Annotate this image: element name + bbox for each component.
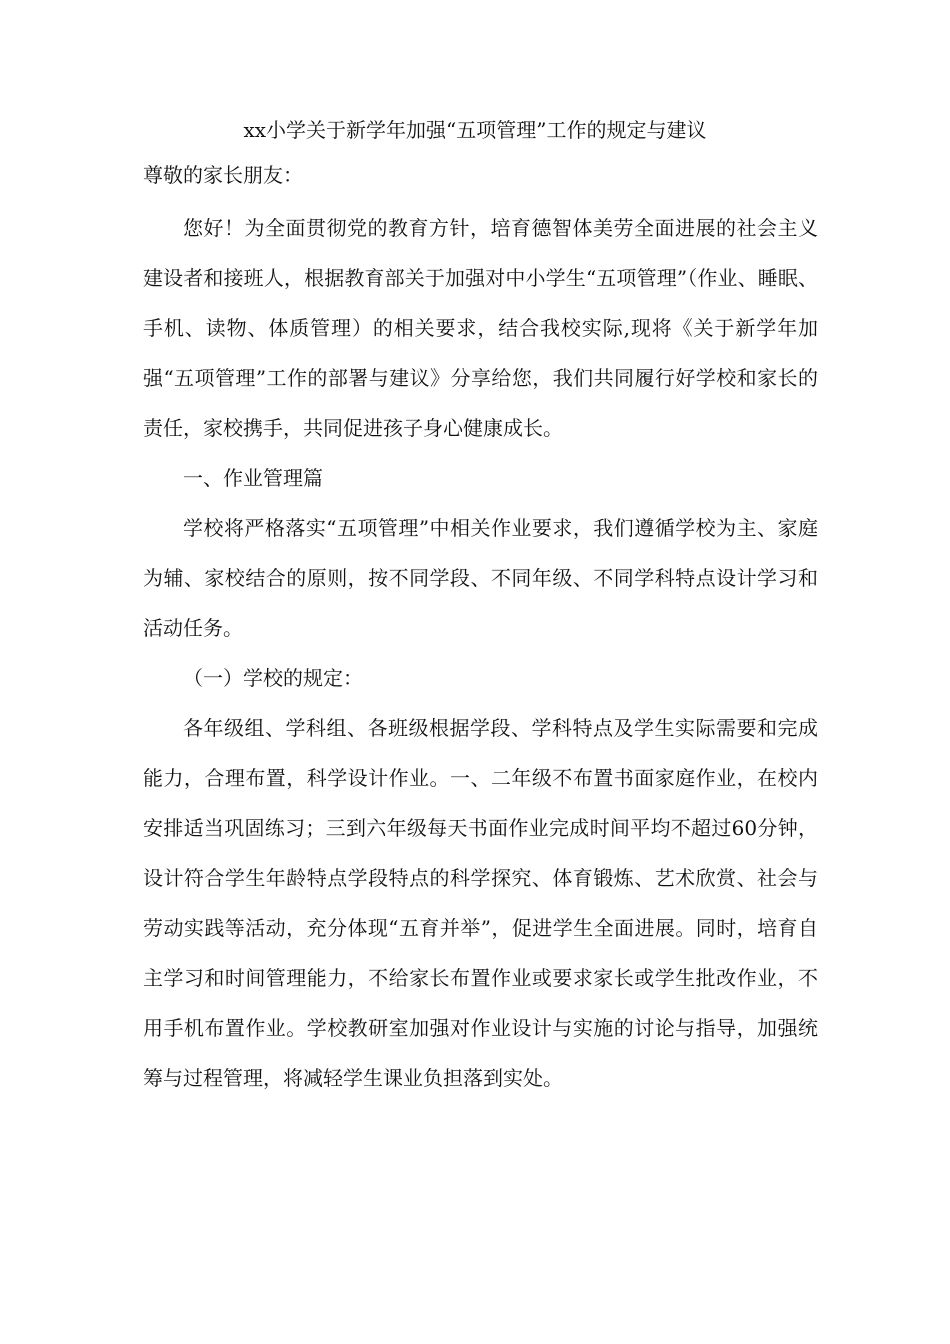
section-intro-paragraph: 学校将严格落实“五项管理”中相关作业要求，我们遵循学校为主、家庭为辅、家校结合的原则，按不同学段、不同年级、不同学科特点设计学习和活动任务。 <box>143 516 818 640</box>
subsection-heading-school-rules: （一）学校的规定： <box>183 666 363 690</box>
document-body <box>143 203 818 1103</box>
document-title: xx小学关于新学年加强“五项管理”工作的规定与建议 <box>243 118 707 142</box>
school-rules-paragraph: 各年级组、学科组、各班级根据学段、学科特点及学生实际需要和完成能力，合理布置，科学设计作业。一、二年级不布置书面家庭作业，在校内安排适当巩固练习；三到六年级每天书面作业完成时间平均不超过60分钟，设计符合学生年龄特点学段特点的科学探究、体育锻炼、艺术欣赏、社会与劳动实践等活动，充分体现“五育并举”，促进学生全面进展。同时，培育自主学习和时间管理能力，不给家长布置作业或要求家长或学生批改作业，不用手机布置作业。学校教研室加强对作业设计与实施的讨论与指导，加强统筹与过程管理，将减轻学生课业负担落到实处。 <box>143 716 818 1090</box>
salutation: 尊敬的家长朋友： <box>143 163 303 187</box>
section-heading-homework: 一、作业管理篇 <box>183 466 323 490</box>
intro-paragraph: 您好！为全面贯彻党的教育方针，培育德智体美劳全面进展的社会主义建设者和接班人，根据教育部关于加强对中小学生“五项管理”（作业、睡眠、手机、读物、体质管理）的相关要求，结合我校实际,现将《关于新学年加强“五项管理”工作的部署与建议》分享给您，我们共同履行好学校和家长的责任，家校携手，共同促进孩子身心健康成长。 <box>143 216 818 440</box>
